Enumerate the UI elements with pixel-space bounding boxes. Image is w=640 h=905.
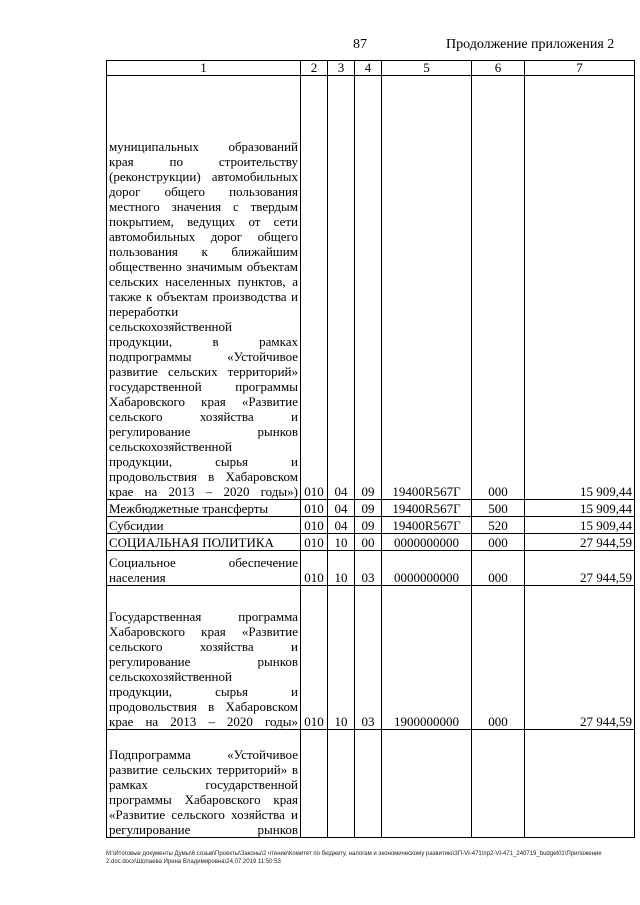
cell-pr: 00 xyxy=(355,534,382,551)
cell-rz: 04 xyxy=(328,76,355,500)
cell-rz xyxy=(328,730,355,838)
cell-rz: 04 xyxy=(328,517,355,534)
table-row xyxy=(107,730,635,838)
cell-grbs: 010 xyxy=(301,76,328,500)
cell-rz: 04 xyxy=(328,500,355,517)
table-row xyxy=(107,534,635,551)
col-header-5: 5 xyxy=(382,61,472,76)
col-header-3: 3 xyxy=(328,61,355,76)
row-name: СОЦИАЛЬНАЯ ПОЛИТИКА xyxy=(107,534,301,551)
col-header-4: 4 xyxy=(355,61,382,76)
cell-csr: 19400R567Г xyxy=(382,500,472,517)
col-header-6: 6 xyxy=(472,61,525,76)
cell-sum: 15 909,44 xyxy=(525,500,635,517)
cell-vr: 000 xyxy=(472,586,525,730)
table-row xyxy=(107,76,635,500)
table-row xyxy=(107,500,635,517)
cell-grbs: 010 xyxy=(301,500,328,517)
col-header-2: 2 xyxy=(301,61,328,76)
row-name: Межбюджетные трансферты xyxy=(107,500,301,517)
cell-grbs: 010 xyxy=(301,534,328,551)
cell-pr: 03 xyxy=(355,586,382,730)
cell-sum: 15 909,44 xyxy=(525,517,635,534)
cell-pr: 09 xyxy=(355,517,382,534)
cell-pr: 09 xyxy=(355,500,382,517)
cell-csr xyxy=(382,730,472,838)
cell-vr: 000 xyxy=(472,551,525,586)
cell-rz: 10 xyxy=(328,534,355,551)
cell-sum: 15 909,44 xyxy=(525,76,635,500)
cell-csr: 19400R567Г xyxy=(382,517,472,534)
col-header-1: 1 xyxy=(107,61,301,76)
cell-pr xyxy=(355,730,382,838)
cell-vr: 000 xyxy=(472,534,525,551)
row-name: муниципальных образований края по строительству (реконструкции) автомобильных дорог общего пользования местного значения с твердым покрытием, ведущих от сети автомобильных дорог общего пользования к ближайшим общественно значимым объектам сельских населенных пунктов, а также к объектам производства и переработки сельскохозяйственной продукции, в рамках подпрограммы «Устойчивое развитие сельских территорий» государственной программы Хабаровского края «Развитие сельского хозяйства и регулирование рынков сельскохозяйственной продукции, сырья и продовольствия в Хабаровском крае на 2013 – 2020 годы») xyxy=(107,76,301,500)
row-name: Социальное обеспечение населения xyxy=(107,551,301,586)
cell-csr: 1900000000 xyxy=(382,586,472,730)
page-number: 87 xyxy=(353,37,367,52)
row-name: Государственная программа Хабаровского края «Развитие сельского хозяйства и регулирование рынков сельскохозяйственной продукции, сырья и продовольствия в Хабаровском крае на 2013 – 2020 годы» xyxy=(107,586,301,730)
cell-vr: 520 xyxy=(472,517,525,534)
cell-pr: 03 xyxy=(355,551,382,586)
col-header-7: 7 xyxy=(525,61,635,76)
cell-grbs: 010 xyxy=(301,551,328,586)
table-row xyxy=(107,551,635,586)
cell-grbs xyxy=(301,730,328,838)
cell-vr: 500 xyxy=(472,500,525,517)
table-row xyxy=(107,586,635,730)
cell-grbs: 010 xyxy=(301,517,328,534)
cell-sum: 27 944,59 xyxy=(525,551,635,586)
cell-sum: 27 944,59 xyxy=(525,534,635,551)
table-row xyxy=(107,517,635,534)
cell-vr: 000 xyxy=(472,76,525,500)
footer-file-path: М:\Итоговые документы Думы\6 созыв\Проекты\Законы\2 чтение\Комитет по бюджету, налогам и экономическому развитию\ЗП-VI-471\пр2-VI-471_240719_budget01\Приложение 2.doc.docx\Шопаева Ирина Владимировна\24.07.2019 11:50:53 xyxy=(106,851,602,865)
cell-csr: 0000000000 xyxy=(382,551,472,586)
row-name: Субсидии xyxy=(107,517,301,534)
cell-grbs: 010 xyxy=(301,586,328,730)
cell-pr: 09 xyxy=(355,76,382,500)
budget-table xyxy=(106,60,635,838)
cell-rz: 10 xyxy=(328,551,355,586)
cell-csr: 19400R567Г xyxy=(382,76,472,500)
continuation-label: Продолжение приложения 2 xyxy=(446,37,615,52)
header-row xyxy=(107,61,635,76)
cell-vr xyxy=(472,730,525,838)
cell-sum xyxy=(525,730,635,838)
cell-sum: 27 944,59 xyxy=(525,586,635,730)
cell-rz: 10 xyxy=(328,586,355,730)
row-name: Подпрограмма «Устойчивое развитие сельских территорий» в рамках государственной программы Хабаровского края «Развитие сельского хозяйства и регулирование рынков xyxy=(107,730,301,838)
cell-csr: 0000000000 xyxy=(382,534,472,551)
